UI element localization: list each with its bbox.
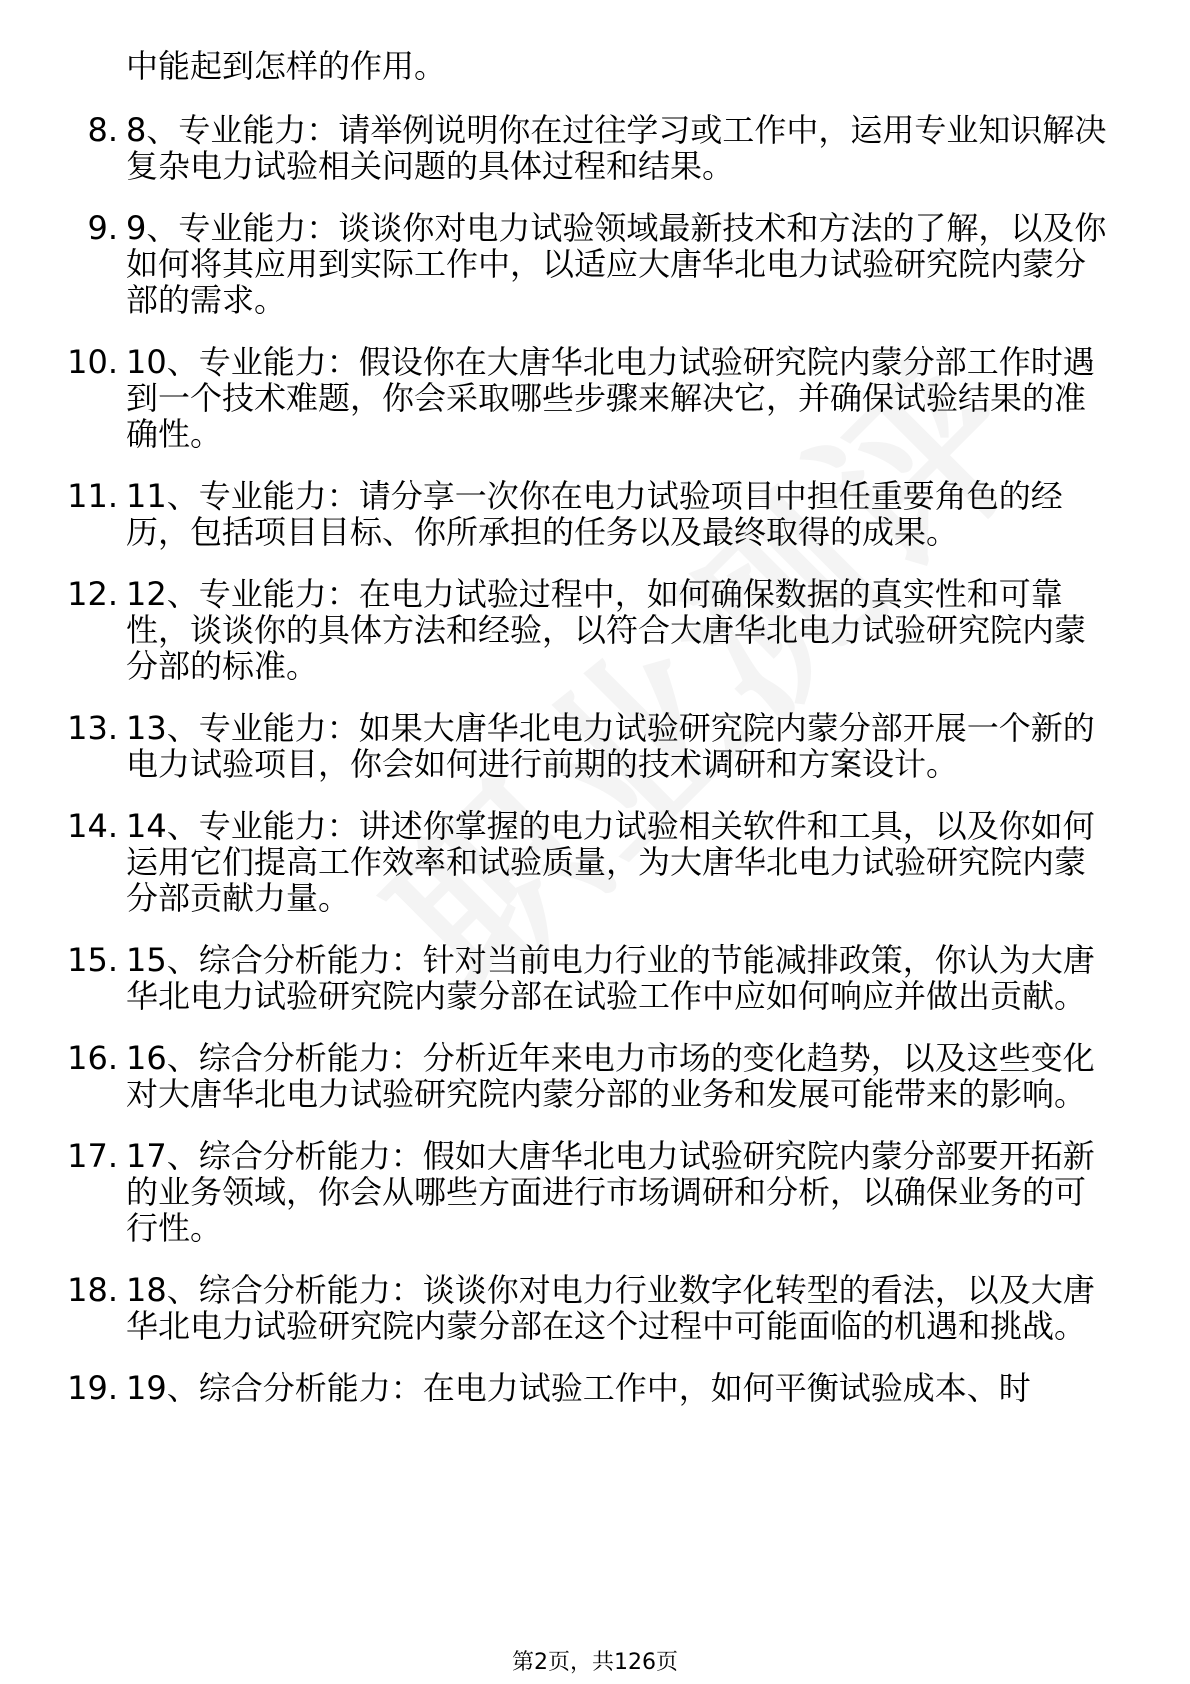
continuation-text: 中能起到怎样的作用。 xyxy=(126,47,447,85)
question-item xyxy=(0,1138,1190,1246)
question-item xyxy=(0,210,1190,318)
question-number: 11. xyxy=(67,477,118,515)
question-item xyxy=(0,710,1190,782)
question-item xyxy=(0,942,1190,1014)
question-number: 16. xyxy=(67,1039,118,1077)
question-text: 8、专业能力：请举例说明你在过往学习或工作中，运用专业知识解决复杂电力试验相关问题的具体过程和结果。 xyxy=(126,111,1107,185)
question-item xyxy=(0,808,1190,916)
question-text: 12、专业能力：在电力试验过程中，如何确保数据的真实性和可靠性，谈谈你的具体方法和经验，以符合大唐华北电力试验研究院内蒙分部的标准。 xyxy=(126,575,1087,685)
question-number: 10. xyxy=(67,343,118,381)
question-text: 9、专业能力：谈谈你对电力试验领域最新技术和方法的了解，以及你如何将其应用到实际工作中，以适应大唐华北电力试验研究院内蒙分部的需求。 xyxy=(126,209,1107,319)
question-number: 15. xyxy=(67,941,118,979)
question-number: 19. xyxy=(67,1369,118,1407)
question-item xyxy=(0,576,1190,684)
question-number: 8. xyxy=(87,111,118,149)
question-number: 17. xyxy=(67,1137,118,1175)
question-number: 13. xyxy=(67,709,118,747)
question-item xyxy=(0,1272,1190,1344)
question-text: 17、综合分析能力：假如大唐华北电力试验研究院内蒙分部要开拓新的业务领域，你会从哪些方面进行市场调研和分析，以确保业务的可行性。 xyxy=(126,1137,1095,1247)
page-footer: 第2页，共126页 xyxy=(512,1650,678,1675)
question-text: 15、综合分析能力：针对当前电力行业的节能减排政策，你认为大唐华北电力试验研究院内蒙分部在试验工作中应如何响应并做出贡献。 xyxy=(126,941,1095,1015)
question-item xyxy=(0,1040,1190,1112)
question-text: 13、专业能力：如果大唐华北电力试验研究院内蒙分部开展一个新的电力试验项目，你会如何进行前期的技术调研和方案设计。 xyxy=(126,709,1095,783)
question-text: 16、综合分析能力：分析近年来电力市场的变化趋势，以及这些变化对大唐华北电力试验研究院内蒙分部的业务和发展可能带来的影响。 xyxy=(126,1039,1095,1113)
question-item xyxy=(0,112,1190,184)
question-text: 18、综合分析能力：谈谈你对电力行业数字化转型的看法，以及大唐华北电力试验研究院内蒙分部在这个过程中可能面临的机遇和挑战。 xyxy=(126,1271,1095,1345)
question-text: 19、综合分析能力：在电力试验工作中，如何平衡试验成本、时 xyxy=(126,1369,1031,1407)
question-number: 12. xyxy=(67,575,118,613)
question-text: 10、专业能力：假设你在大唐华北电力试验研究院内蒙分部工作时遇到一个技术难题，你会采取哪些步骤来解决它，并确保试验结果的准确性。 xyxy=(126,343,1095,453)
question-text: 14、专业能力：讲述你掌握的电力试验相关软件和工具，以及你如何运用它们提高工作效率和试验质量，为大唐华北电力试验研究院内蒙分部贡献力量。 xyxy=(126,807,1095,917)
question-item xyxy=(0,478,1190,550)
question-number: 14. xyxy=(67,807,118,845)
question-item xyxy=(0,344,1190,452)
question-number: 18. xyxy=(67,1271,118,1309)
question-number: 9. xyxy=(87,209,118,247)
question-item xyxy=(0,1370,1190,1406)
question-text: 11、专业能力：请分享一次你在电力试验项目中担任重要角色的经历，包括项目目标、你所承担的任务以及最终取得的成果。 xyxy=(126,477,1063,551)
question-list xyxy=(0,112,1190,1432)
